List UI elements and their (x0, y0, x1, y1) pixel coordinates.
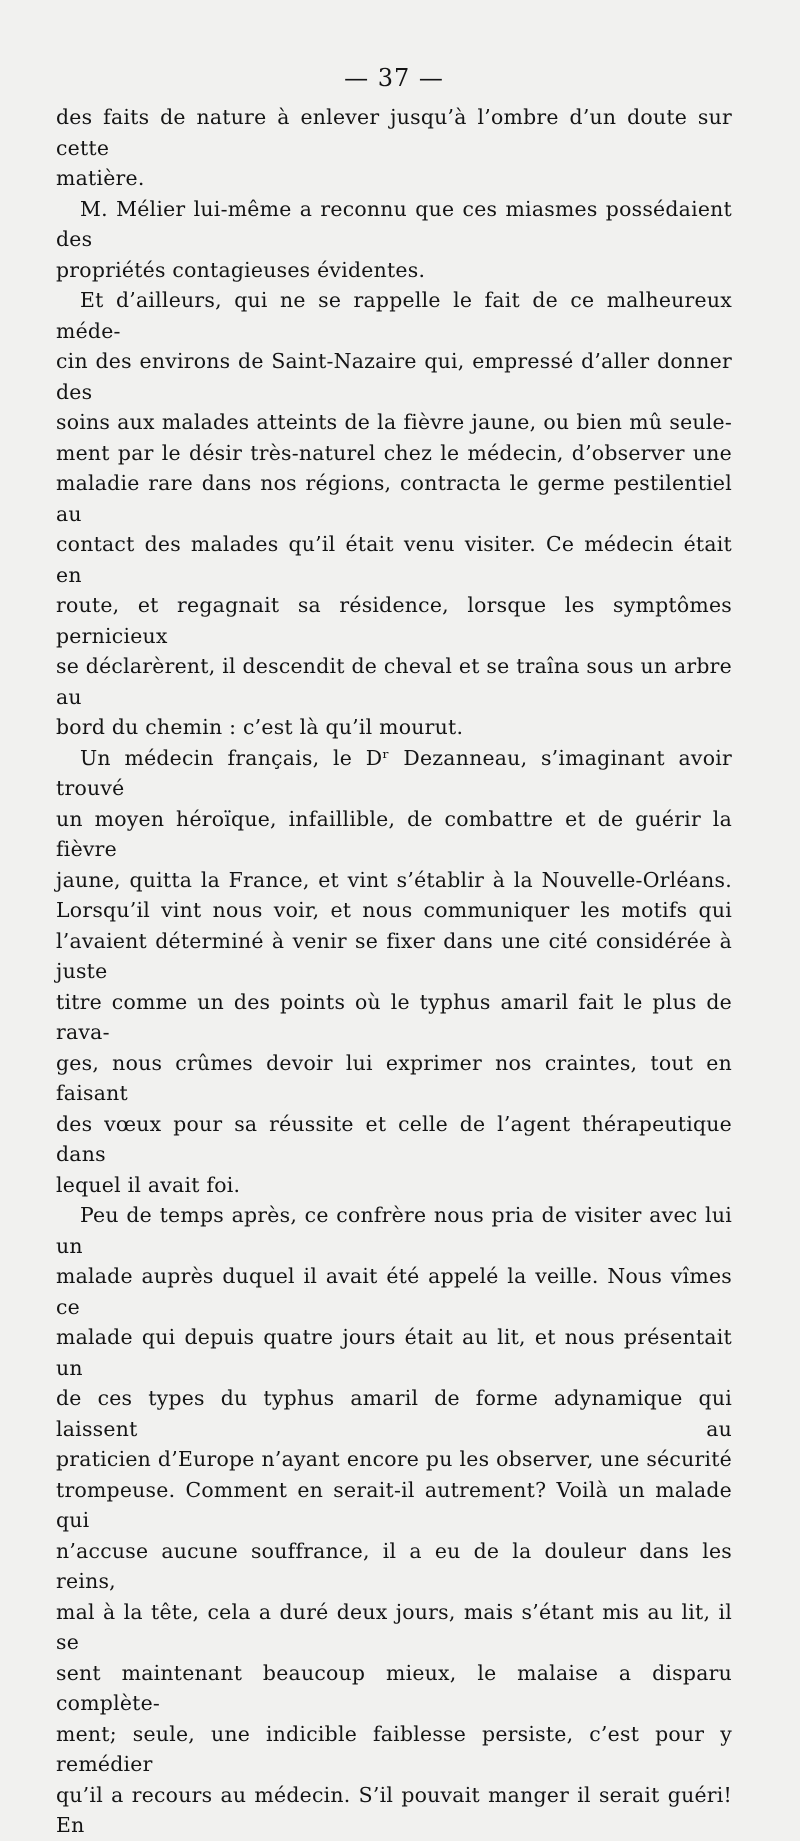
page-number: — 37 — (344, 64, 444, 92)
text-line: trompeuse. Comment en serait-il autrement? Voilà un malade qui (56, 1477, 732, 1532)
text-line: bord du chemin : c’est là qu’il mourut. (56, 715, 464, 739)
text-line: malade auprès duquel il avait été appelé la veille. Nous vîmes ce (56, 1264, 732, 1319)
text-line: des faits de nature à enlever jusqu’à l’ombre d’un doute sur cette (56, 105, 732, 160)
text-line: un moyen héroïque, infaillible, de combattre et de guérir la fièvre (56, 806, 732, 861)
text-line: Un médecin français, le Dʳ Dezanneau, s’imaginant avoir trouvé (56, 745, 732, 800)
text-line: n’accuse aucune souffrance, il a eu de la douleur dans les reins, (56, 1538, 732, 1593)
text-line: Et d’ailleurs, qui ne se rappelle le fait de ce malheureux méde- (56, 288, 732, 343)
text-line: maladie rare dans nos régions, contracta le germe pestilentiel au (56, 471, 732, 526)
text-line: l’avaient déterminé à venir se fixer dans une cité considérée à juste (56, 928, 732, 983)
text-line: lequel il avait foi. (56, 1172, 241, 1197)
text-line: praticien d’Europe n’ayant encore pu les observer, une sécurité (56, 1447, 732, 1471)
text-line: cin des environs de Saint-Nazaire qui, empressé d’aller donner des (56, 349, 732, 404)
text-line: se déclarèrent, il descendit de cheval et se traîna sous un arbre au (56, 654, 732, 709)
text-line: de ces types du typhus amaril de forme adynamique qui laissent au (56, 1386, 732, 1441)
text-line: Peu de temps après, ce confrère nous pria de visiter avec lui un (56, 1203, 732, 1258)
text-line: ment; seule, une indicible faiblesse persiste, c’est pour y remédier (56, 1721, 732, 1776)
text-line: ment par le désir très-naturel chez le médecin, d’observer une (56, 440, 732, 465)
text-line: titre comme un des points où le typhus amaril fait le plus de rava- (56, 989, 732, 1044)
text-line: des vœux pour sa réussite et celle de l’agent thérapeutique dans (56, 1111, 732, 1166)
text-line: route, et regagnait sa résidence, lorsque les symptômes pernicieux (56, 593, 732, 648)
text-line: jaune, quitta la France, et vint s’établir à la Nouvelle-Orléans. (56, 867, 732, 892)
text-line: Lorsqu’il vint nous voir, et nous communiquer les motifs qui (56, 898, 732, 922)
text-line: mal à la tête, cela a duré deux jours, mais s’étant mis au lit, il se (56, 1599, 732, 1654)
text-line: qu’il a recours au médecin. S’il pouvait manger il serait guéri! En (56, 1782, 732, 1837)
text-line: malade qui depuis quatre jours était au lit, et nous présentait un (56, 1325, 732, 1380)
body-text (56, 102, 732, 1841)
text-line: propriétés contagieuses évidentes. (56, 257, 426, 282)
text-line: ges, nous crûmes devoir lui exprimer nos craintes, tout en faisant (56, 1050, 732, 1105)
text-line: matière. (56, 166, 145, 190)
text-line: contact des malades qu’il était venu visiter. Ce médecin était en (56, 532, 732, 587)
text-line: M. Mélier lui-même a reconnu que ces miasmes possédaient des (56, 196, 732, 251)
text-line: soins aux malades atteints de la fièvre jaune, ou bien mû seule- (56, 410, 732, 434)
text-line: sent maintenant beaucoup mieux, le malaise a disparu complète- (56, 1660, 732, 1715)
